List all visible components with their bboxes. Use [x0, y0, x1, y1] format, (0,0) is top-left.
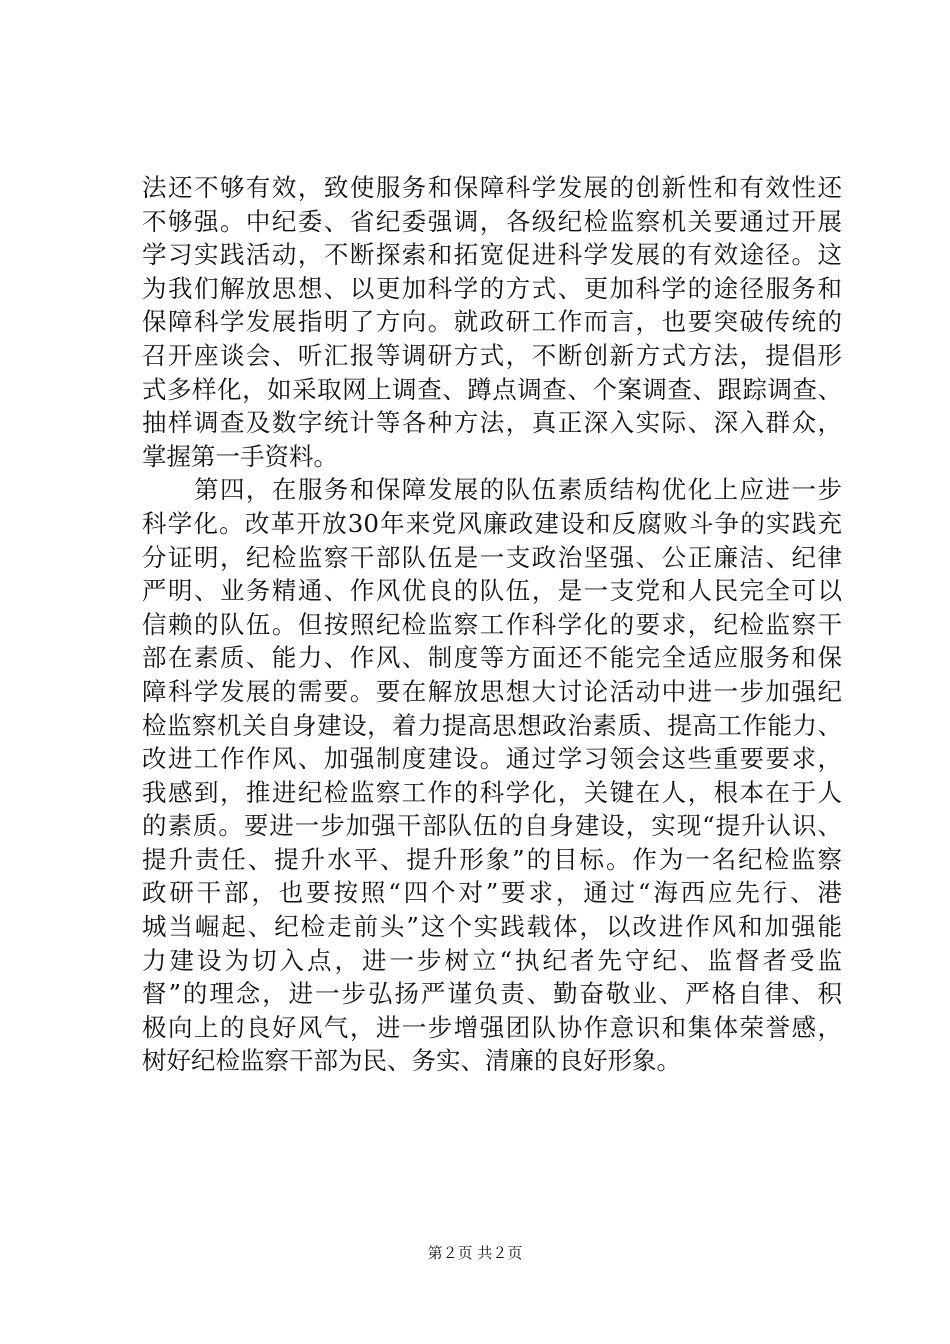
text-line: 督”的理念，进一步弘扬严谨负责、勤奋敬业、严格自律、积 — [142, 979, 842, 1009]
paragraph-1 — [142, 171, 842, 473]
text-line: 极向上的良好风气，进一步增强团队协作意识和集体荣誉感， — [142, 1012, 842, 1042]
paragraph-2 — [142, 473, 842, 1078]
text-line: 障科学发展的需要。要在解放思想大讨论活动中进一步加强纪 — [142, 676, 842, 706]
text-line: 式多样化，如采取网上调查、蹲点调查、个案调查、跟踪调查、 — [142, 374, 842, 404]
text-line: 严明、业务精通、作风优良的队伍，是一支党和人民完全可以 — [142, 576, 842, 606]
page-footer — [0, 1242, 950, 1263]
text-line: 不够强。中纪委、省纪委强调，各级纪检监察机关要通过开展 — [142, 206, 842, 236]
text-line: 检监察机关自身建设，着力提高思想政治素质、提高工作能力、 — [142, 710, 842, 740]
text-line: 部在素质、能力、作风、制度等方面还不能完全适应服务和保 — [142, 643, 842, 673]
text-line: 分证明，纪检监察干部队伍是一支政治坚强、公正廉洁、纪律 — [142, 542, 842, 572]
text-line: 掌握第一手资料。 — [142, 441, 338, 471]
text-line: 科学化。改革开放30年来党风廉政建设和反腐败斗争的实践充 — [142, 508, 842, 538]
text-line: 的素质。要进一步加强干部队伍的自身建设，实现“提升认识、 — [142, 811, 842, 841]
text-line: 改进工作作风、加强制度建设。通过学习领会这些重要要求， — [142, 744, 842, 774]
text-line: 学习实践活动，不断探索和拓宽促进科学发展的有效途径。这 — [142, 240, 842, 270]
text-line: 召开座谈会、听汇报等调研方式，不断创新方式方法，提倡形 — [142, 340, 842, 370]
text-line: 保障科学发展指明了方向。就政研工作而言，也要突破传统的 — [142, 307, 842, 337]
text-line: 力建设为切入点，进一步树立“执纪者先守纪、监督者受监 — [142, 945, 842, 975]
text-line: 信赖的队伍。但按照纪检监察工作科学化的要求，纪检监察干 — [142, 609, 842, 639]
text-line: 我感到，推进纪检监察工作的科学化，关键在人，根本在于人 — [142, 777, 842, 807]
text-line: 法还不够有效，致使服务和保障科学发展的创新性和有效性还 — [142, 173, 842, 202]
text-line: 为我们解放思想、以更加科学的方式、更加科学的途径服务和 — [142, 273, 842, 303]
text-line: 城当崛起、纪检走前头”这个实践载体，以改进作风和加强能 — [142, 912, 842, 942]
text-line: 抽样调查及数字统计等各种方法，真正深入实际、深入群众， — [142, 408, 842, 438]
text-line: 提升责任、提升水平、提升形象”的目标。作为一名纪检监察 — [142, 844, 842, 874]
text-line: 政研干部，也要按照“四个对”要求，通过“海西应先行、港 — [142, 878, 842, 908]
page-number-label: 第２页 共２页 — [427, 1244, 523, 1262]
document-body — [142, 171, 842, 1078]
text-line: 第四，在服务和保障发展的队伍素质结构优化上应进一步 — [142, 475, 842, 505]
text-line: 树好纪检监察干部为民、务实、清廉的良好形象。 — [142, 1046, 681, 1076]
